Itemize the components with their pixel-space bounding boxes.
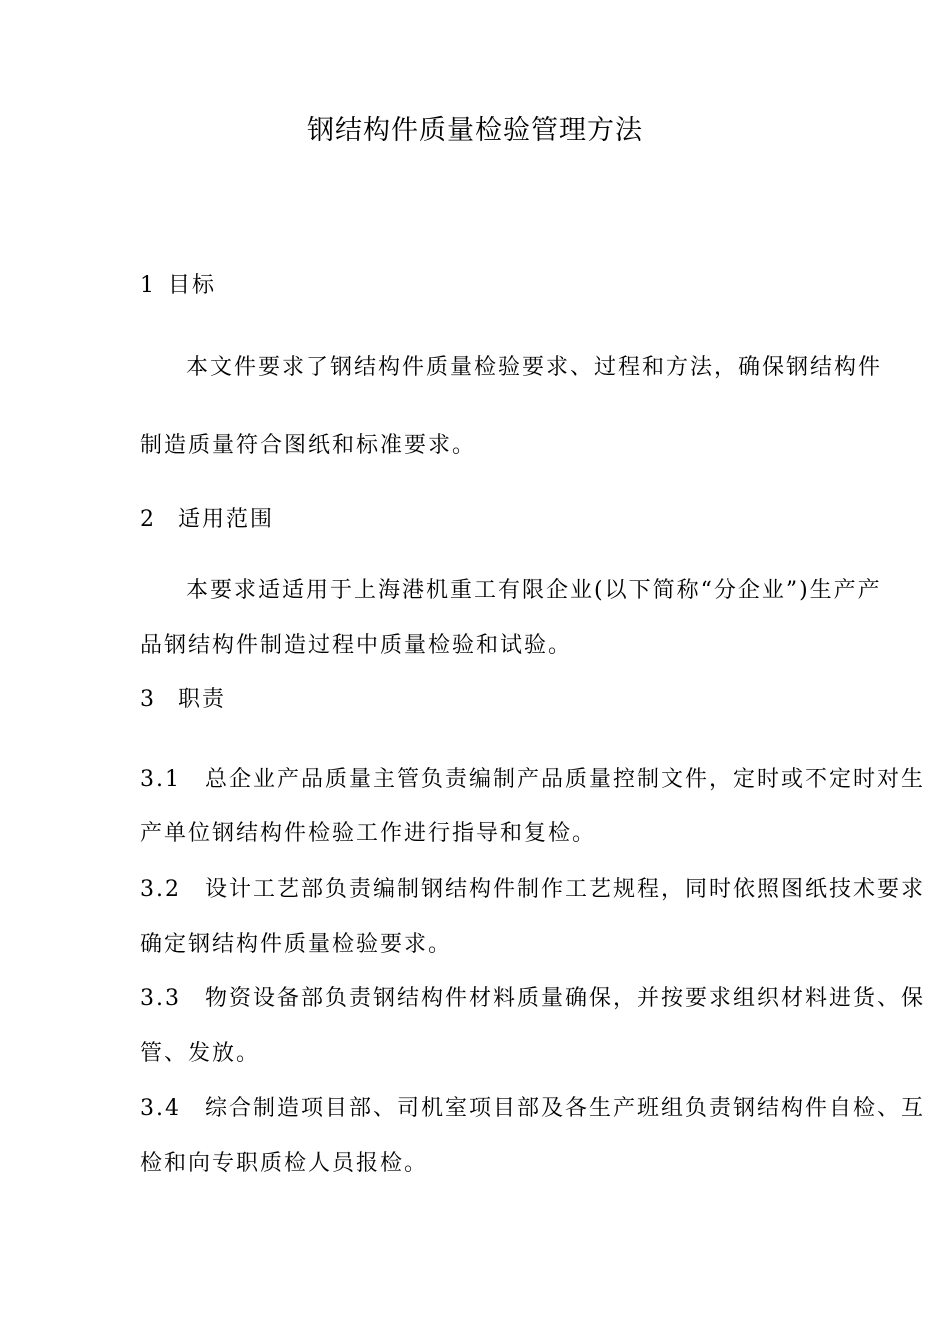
list-item-3-2 <box>140 876 925 904</box>
paragraph-line: 本要求适适用于上海港机重工有限企业(以下简称“分企业”)生产产 <box>186 578 882 603</box>
item-text: 物资设备部负责钢结构件材料质量确保，并按要求组织材料进货、保 <box>205 986 926 1011</box>
item-number: 3.1 <box>140 767 181 792</box>
section-title: 目标 <box>168 273 217 298</box>
document-title: 钢结构件质量检验管理方法 <box>307 115 643 146</box>
paragraph-line: 产单位钢结构件检验工作进行指导和复检。 <box>140 821 597 846</box>
item-text: 设计工艺部负责编制钢结构件制作工艺规程，同时依照图纸技术要求 <box>205 877 926 902</box>
section-heading-3 <box>140 686 226 714</box>
item-text: 总企业产品质量主管负责编制产品质量控制文件，定时或不定时对生 <box>205 767 926 792</box>
paragraph-line: 管、发放。 <box>140 1041 261 1066</box>
list-item-3-4 <box>140 1095 925 1123</box>
list-item-3-3 <box>140 985 925 1013</box>
section-title: 适用范围 <box>178 507 275 532</box>
paragraph-line: 品钢结构件制造过程中质量检验和试验。 <box>140 633 573 658</box>
item-number: 3.2 <box>140 877 181 902</box>
paragraph-line: 制造质量符合图纸和标准要求。 <box>140 433 477 458</box>
paragraph-line: 检和向专职质检人员报检。 <box>140 1151 429 1176</box>
item-number: 3.3 <box>140 986 181 1011</box>
list-item-3-1 <box>140 766 925 794</box>
section-number: 2 <box>140 507 156 532</box>
section-heading-1 <box>140 272 216 300</box>
paragraph-line: 本文件要求了钢结构件质量检验要求、过程和方法，确保钢结构件 <box>186 355 883 380</box>
item-number: 3.4 <box>140 1096 181 1121</box>
item-text: 综合制造项目部、司机室项目部及各生产班组负责钢结构件自检、互 <box>205 1096 926 1121</box>
section-number: 1 <box>140 273 156 298</box>
section-title: 职责 <box>178 687 227 712</box>
section-number: 3 <box>140 687 156 712</box>
paragraph-line: 确定钢结构件质量检验要求。 <box>140 932 453 957</box>
section-heading-2 <box>140 506 274 534</box>
